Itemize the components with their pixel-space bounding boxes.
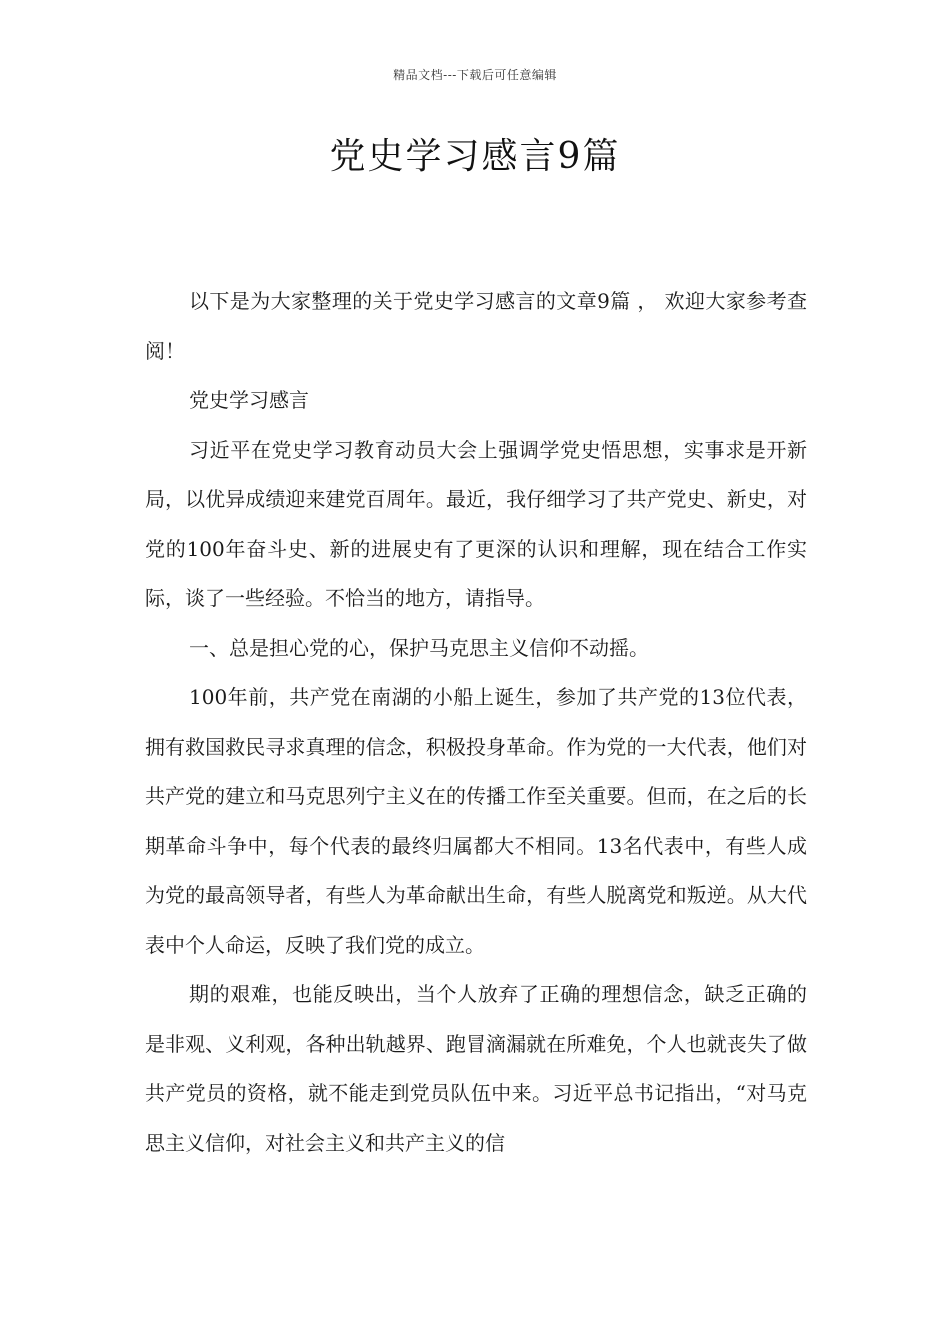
header-note: 精品文档---下载后可任意编辑 bbox=[393, 68, 557, 82]
document-body bbox=[145, 277, 807, 1168]
paragraph-section-heading: 一、总是担心党的心，保护马克思主义信仰不动摇。 bbox=[189, 635, 649, 660]
paragraph-body: 期的艰难，也能反映出，当个人放弃了正确的理想信念，缺乏正确的是非观、义利观，各种出轨越界、跑冒滴漏就在所难免，个人也就丧失了做共产党员的资格，就不能走到党员队伍中来。习近平总书记指出，“对马克思主义信仰，对社会主义和共产主义的信 bbox=[145, 982, 807, 1155]
paragraph-intro: 以下是为大家整理的关于党史学习感言的文章9篇 ， 欢迎大家参考查阅！ bbox=[145, 289, 807, 363]
document-title: 党史学习感言9篇 bbox=[329, 136, 621, 177]
paragraph-body: 100年前，共产党在南湖的小船上诞生，参加了共产党的13位代表，拥有救国救民寻求真理的信念，积极投身革命。作为党的一大代表，他们对共产党的建立和马克思列宁主义在的传播工作至关重要。但而，在之后的长期革命斗争中，每个代表的最终归属都大不相同。13名代表中，有些人成为党的最高领导者，有些人为革命献出生命，有些人脱离党和叛逆。从大代表中个人命运，反映了我们党的成立。 bbox=[145, 685, 807, 957]
paragraph-body: 习近平在党史学习教育动员大会上强调学党史悟思想，实事求是开新局，以优异成绩迎来建党百周年。最近，我仔细学习了共产党史、新史，对党的100年奋斗史、新的进展史有了更深的认识和理解，现在结合工作实际，谈了一些经验。不恰当的地方，请指导。 bbox=[145, 437, 807, 610]
paragraph-subheading: 党史学习感言 bbox=[189, 388, 309, 412]
